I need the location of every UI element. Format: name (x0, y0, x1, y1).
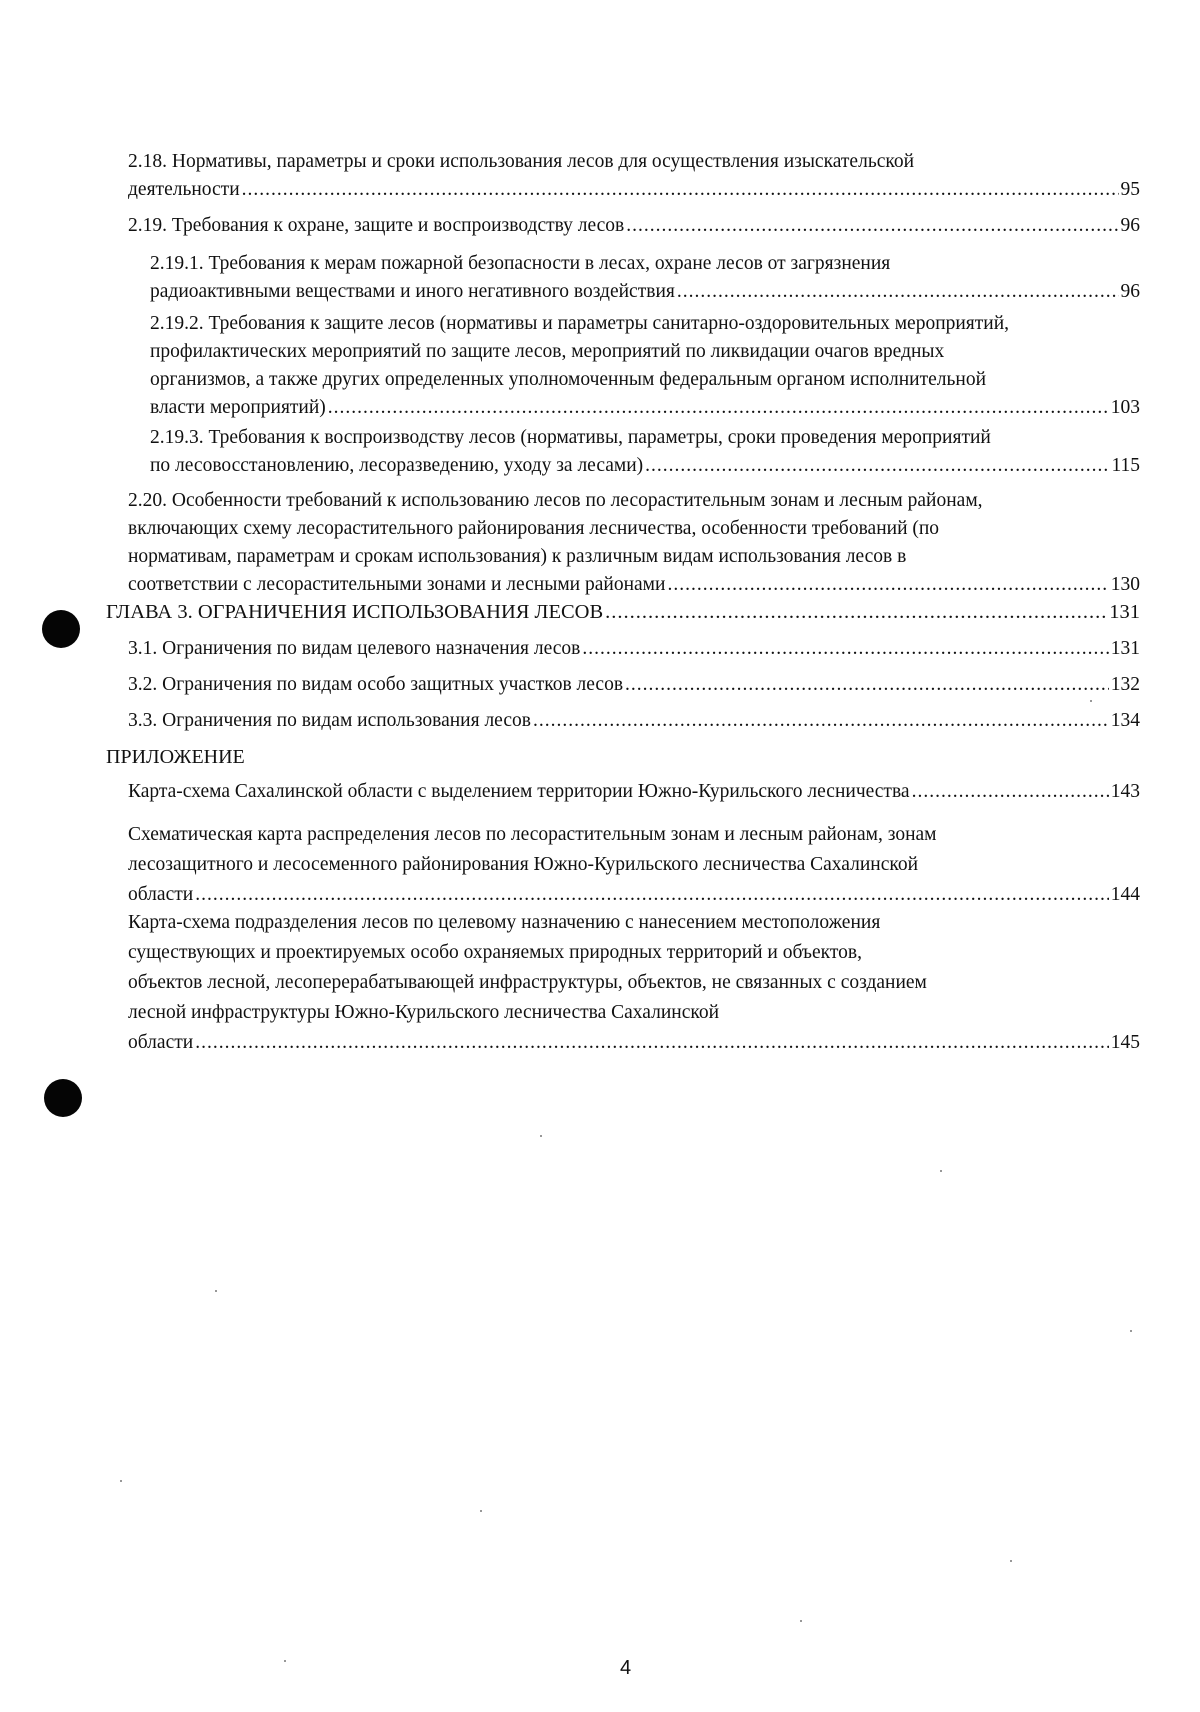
toc-page-number: 115 (1111, 455, 1140, 476)
chapter-heading: ГЛАВА 3. ОГРАНИЧЕНИЯ ИСПОЛЬЗОВАНИЯ ЛЕСОВ (106, 601, 604, 623)
dot-leader (328, 394, 1109, 422)
toc-page-number: 103 (1110, 397, 1140, 418)
scan-speck (120, 1480, 122, 1482)
toc-entry-text: соответствии с лесорастительными зонами и лесными районами (128, 574, 666, 595)
scan-speck (1010, 1560, 1012, 1562)
dot-leader (625, 671, 1109, 699)
toc-entry-text: 3.2. Ограничения по видам особо защитных участков лесов (128, 674, 624, 695)
dot-leader (533, 707, 1109, 735)
toc-entry-2-18 (128, 148, 1140, 204)
toc-page-number: 95 (1120, 179, 1140, 200)
toc-page-number: 131 (1110, 638, 1140, 659)
scan-speck (284, 1660, 286, 1662)
dot-leader (645, 452, 1109, 480)
toc-entry-text: 3.3. Ограничения по видам использования лесов (128, 710, 531, 731)
toc-page-number: 132 (1110, 674, 1140, 695)
toc-page-number: 145 (1110, 1032, 1140, 1053)
toc-entry-text: Схематическая карта распределения лесов по лесорастительным зонам и лесным районам, зонам (128, 824, 937, 845)
toc-chapter-3 (106, 598, 1140, 626)
toc-entry-text: Карта-схема подразделения лесов по целевому назначению с нанесением местоположения (128, 912, 881, 933)
toc-entry-2-19-3 (150, 424, 1140, 480)
toc-page-number: 144 (1110, 884, 1140, 905)
dot-leader (242, 176, 1119, 204)
toc-entry-text: включающих схему лесорастительного районирования лесничества, особенности требований (по (128, 518, 940, 539)
dot-leader (605, 598, 1107, 626)
toc-page-number: 134 (1110, 710, 1140, 731)
toc-entry-text: профилактических мероприятий по защите лесов, мероприятий по ликвидации очагов вредных (150, 341, 945, 362)
toc-entry-text: 2.19.1. Требования к мерам пожарной безопасности в лесах, охране лесов от загрязнения (150, 253, 891, 274)
toc-entry-text: существующих и проектируемых особо охраняемых природных территорий и объектов, (128, 942, 862, 963)
scan-speck (1130, 1330, 1132, 1332)
dot-leader (667, 571, 1108, 599)
punch-hole (44, 1079, 82, 1117)
toc-page-number: 131 (1109, 601, 1140, 623)
toc-entry-text: радиоактивными веществами и иного негативного воздействия (150, 281, 675, 302)
toc-entry-text: деятельности (128, 179, 240, 200)
toc-entry-text: 2.19.2. Требования к защите лесов (нормативы и параметры санитарно-оздоровительных мероприятий, (150, 313, 1010, 334)
toc-entry-text: области (128, 884, 194, 905)
dot-leader (195, 1028, 1109, 1058)
toc-entry-text: 3.1. Ограничения по видам целевого назначения лесов (128, 638, 581, 659)
dot-leader (626, 212, 1118, 240)
toc-entry-text: нормативам, параметрам и срокам использования) к различным видам использования лесов в (128, 546, 907, 567)
toc-entry-text: Карта-схема Сахалинской области с выделением территории Южно-Курильского лесничества (128, 781, 910, 802)
toc-entry-text: 2.20. Особенности требований к использованию лесов по лесорастительным зонам и лесным районам, (128, 490, 983, 511)
scan-speck (480, 1510, 482, 1512)
toc-entry-text: власти мероприятий) (150, 397, 326, 418)
toc-entry-3-3 (128, 707, 1140, 735)
toc-entry-3-1 (128, 635, 1140, 663)
toc-entry-2-19-1 (150, 250, 1140, 306)
toc-page-number: 143 (1110, 781, 1140, 802)
toc-page-number: 96 (1120, 281, 1140, 302)
dot-leader (677, 278, 1119, 306)
toc-page-number: 130 (1110, 574, 1140, 595)
toc-entry-text: 2.19.3. Требования к воспроизводству лесов (нормативы, параметры, сроки проведения мероприятий (150, 427, 991, 448)
toc-entry-text: организмов, а также других определенных уполномоченным федеральным органом исполнительной (150, 369, 987, 390)
scan-speck (540, 1135, 542, 1137)
toc-page-number: 96 (1120, 215, 1140, 236)
toc-entry-2-20 (128, 487, 1140, 599)
dot-leader (582, 635, 1108, 663)
toc-entry-text: 2.19. Требования к охране, защите и воспроизводству лесов (128, 215, 625, 236)
toc-appendix-map-3 (128, 908, 1140, 1058)
punch-hole (42, 610, 80, 648)
toc-entry-text: по лесовосстановлению, лесоразведению, уходу за лесами) (150, 455, 644, 476)
toc-entry-3-2 (128, 671, 1140, 699)
toc-entry-text: 2.18. Нормативы, параметры и сроки использования лесов для осуществления изыскательской (128, 151, 915, 172)
scan-speck (940, 1170, 942, 1172)
scan-speck (1090, 700, 1092, 702)
toc-entry-text: лесозащитного и лесосеменного районирования Южно-Курильского лесничества Сахалинской (128, 854, 919, 875)
toc-entry-text: области (128, 1032, 194, 1053)
scan-speck (800, 1620, 802, 1622)
scan-speck (215, 1290, 217, 1292)
toc-appendix-map-1 (128, 778, 1140, 806)
page-number: 4 (620, 1657, 632, 1679)
toc-entry-text: объектов лесной, лесоперерабатывающей инфраструктуры, объектов, не связанных с созданием (128, 972, 927, 993)
appendix-heading: ПРИЛОЖЕНИЕ (106, 746, 245, 768)
dot-leader (912, 778, 1109, 806)
toc-appendix-map-2 (128, 820, 1140, 910)
toc-entry-text: лесной инфраструктуры Южно-Курильского лесничества Сахалинской (128, 1002, 720, 1023)
dot-leader (195, 880, 1109, 910)
toc-entry-2-19 (128, 212, 1140, 240)
toc-entry-2-19-2 (150, 310, 1140, 422)
